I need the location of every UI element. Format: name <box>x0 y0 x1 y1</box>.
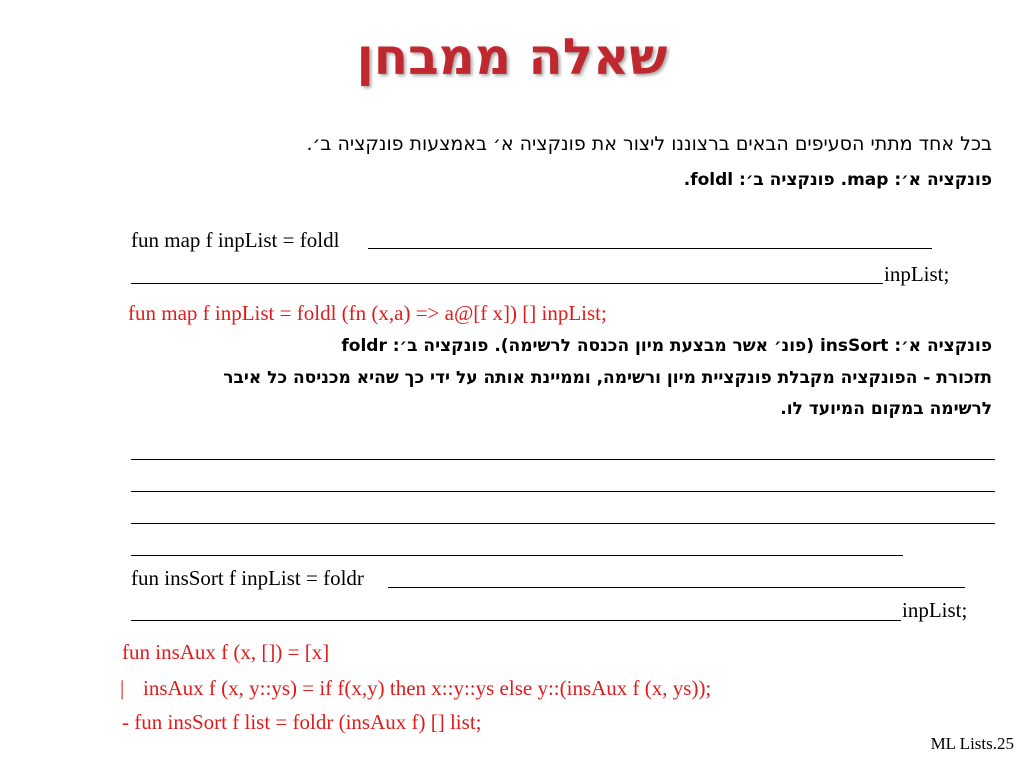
q2-answer-bar: | <box>120 676 125 700</box>
slide-footer: ML Lists.25 <box>930 734 1014 753</box>
q2-answer-line2: insAux f (x, y::ys) = if f(x,y) then x::y::ys else y::(insAux f (x, ys)); <box>143 676 712 700</box>
q1-blank-1 <box>368 248 932 249</box>
q2-blank-2 <box>131 620 901 621</box>
q2-answer-line1: fun insAux f (x, []) = [x] <box>122 640 330 664</box>
q2-template-line1: fun insSort f inpList = foldr <box>131 566 364 590</box>
answer-blank-4 <box>131 555 903 556</box>
q2-template-line2-end: inpList; <box>902 598 968 622</box>
answer-blank-2 <box>131 491 995 492</box>
q1-template-line2-end: inpList; <box>884 262 950 286</box>
q2-blank-1 <box>388 587 965 588</box>
answer-blank-1 <box>131 459 995 460</box>
answer-blank-3 <box>131 523 995 524</box>
q2-answer-line3: - fun insSort f list = foldr (insAux f) [] list; <box>122 710 482 734</box>
question2-reminder-line1: תזכורת - הפונקציה מקבלת פונקציית מיון ורשימה, וממיינת אותה על ידי כך שהיא מכניסה כל איבר <box>223 368 992 388</box>
q1-blank-2 <box>131 283 883 284</box>
question2-reminder-line2: לרשימה במקום המיועד לו. <box>780 399 992 419</box>
intro-text: בכל אחד מתתי הסעיפים הבאים ברצוננו ליצור את פונקציה א׳ באמצעות פונקציה ב׳. <box>306 133 992 155</box>
slide-title: שאלה ממבחן <box>356 28 668 86</box>
question1-spec: פונקציה א׳: map. פונקציה ב׳: foldl. <box>683 170 992 190</box>
q1-template-line1: fun map f inpList = foldl <box>131 228 340 252</box>
q1-answer: fun map f inpList = foldl (fn (x,a) => a@[f x]) [] inpList; <box>128 301 607 325</box>
question2-spec: פונקציה א׳: insSort (פונ׳ אשר מבצעת מיון הכנסה לרשימה). פונקציה ב׳: foldr <box>341 336 992 356</box>
